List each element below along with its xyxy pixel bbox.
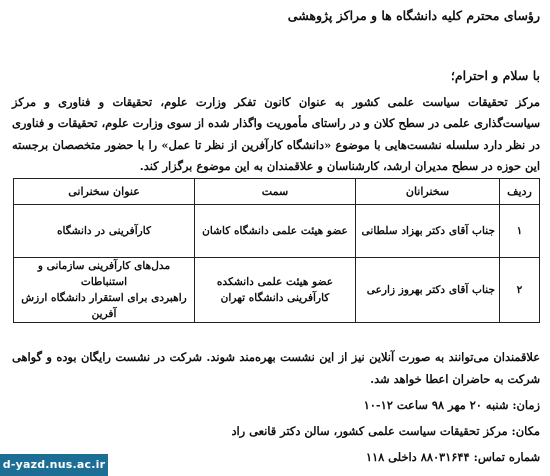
table-row: [14, 205, 540, 258]
header-speakers: سخنرانان: [356, 179, 500, 205]
speaker-name: جناب آقای دکتر بهزاد سلطانی: [356, 205, 500, 258]
event-place: مکان: مرکز تحقیقات سیاست علمی کشور، سالن دکتر قانعی راد: [231, 424, 540, 438]
intro-paragraph: مرکز تحقیقات سیاست علمی کشور به عنوان کانون تفکر وزارت علوم، تحقیقات و فناوری و مرکز سیاست‌گذاری علمی در سطح کلان و در راستای مأموریت واگذار شده از سوی وزارت علوم، تحقیقات و فناوری در نظر دارد سلسله نشست‌هایی با موضوع «دانشگاه کارآفرین از نظر تا عمل» را با حضور متخصصان برجسته این حوزه در سطح مدیران ارشد، کارشناسان و علاقمندان به این موضوع برگزار کند.: [12, 95, 540, 173]
speech-topic: کارآفرینی در دانشگاه: [14, 205, 195, 258]
header-position: سمت: [195, 179, 356, 205]
row-number: ۲: [500, 258, 540, 323]
speaker-position-line: کارآفرینی دانشگاه تهران: [220, 292, 330, 304]
speakers-table: [13, 178, 540, 323]
speaker-position: [195, 258, 356, 323]
site-watermark: d-yazd.nus.ac.ir: [0, 454, 108, 476]
table-header-row: [14, 179, 540, 205]
event-time: زمان: شنبه ۲۰ مهر ۹۸ ساعت ۱۲-۱۰: [363, 398, 540, 412]
speech-topic-line: راهبردی برای استقرار دانشگاه ارزش آفرین: [21, 292, 187, 320]
header-topic: عنوان سخنرانی: [14, 179, 195, 205]
header-row-number: ردیف: [500, 179, 540, 205]
speech-topic-line: مدل‌های کارآفرینی سازمانی و استنباطات: [37, 260, 171, 288]
speaker-position: عضو هیئت علمی دانشگاه کاشان: [195, 205, 356, 258]
online-note-paragraph: علاقمندان می‌توانند به صورت آنلاین نیز از این نشست بهره‌مند شوند. شرکت در نشست رایگان بوده و گواهی شرکت به حاضران اعطا خواهد شد.: [12, 350, 540, 386]
greeting-line: با سلام و احترام؛: [450, 68, 540, 83]
speech-topic: [14, 258, 195, 323]
speaker-name: جناب آقای دکتر بهروز زارعی: [356, 258, 500, 323]
row-number: ۱: [500, 205, 540, 258]
speaker-position-line: عضو هیئت علمی دانشکده: [216, 276, 334, 288]
table-row: [14, 258, 540, 323]
addressee-line: رؤسای محترم کلیه دانشگاه ها و مراکز پژوهشی: [287, 8, 540, 23]
contact-phone: شماره تماس: ۸۸۰۳۱۶۴۴ داخلی ۱۱۸: [365, 450, 540, 464]
